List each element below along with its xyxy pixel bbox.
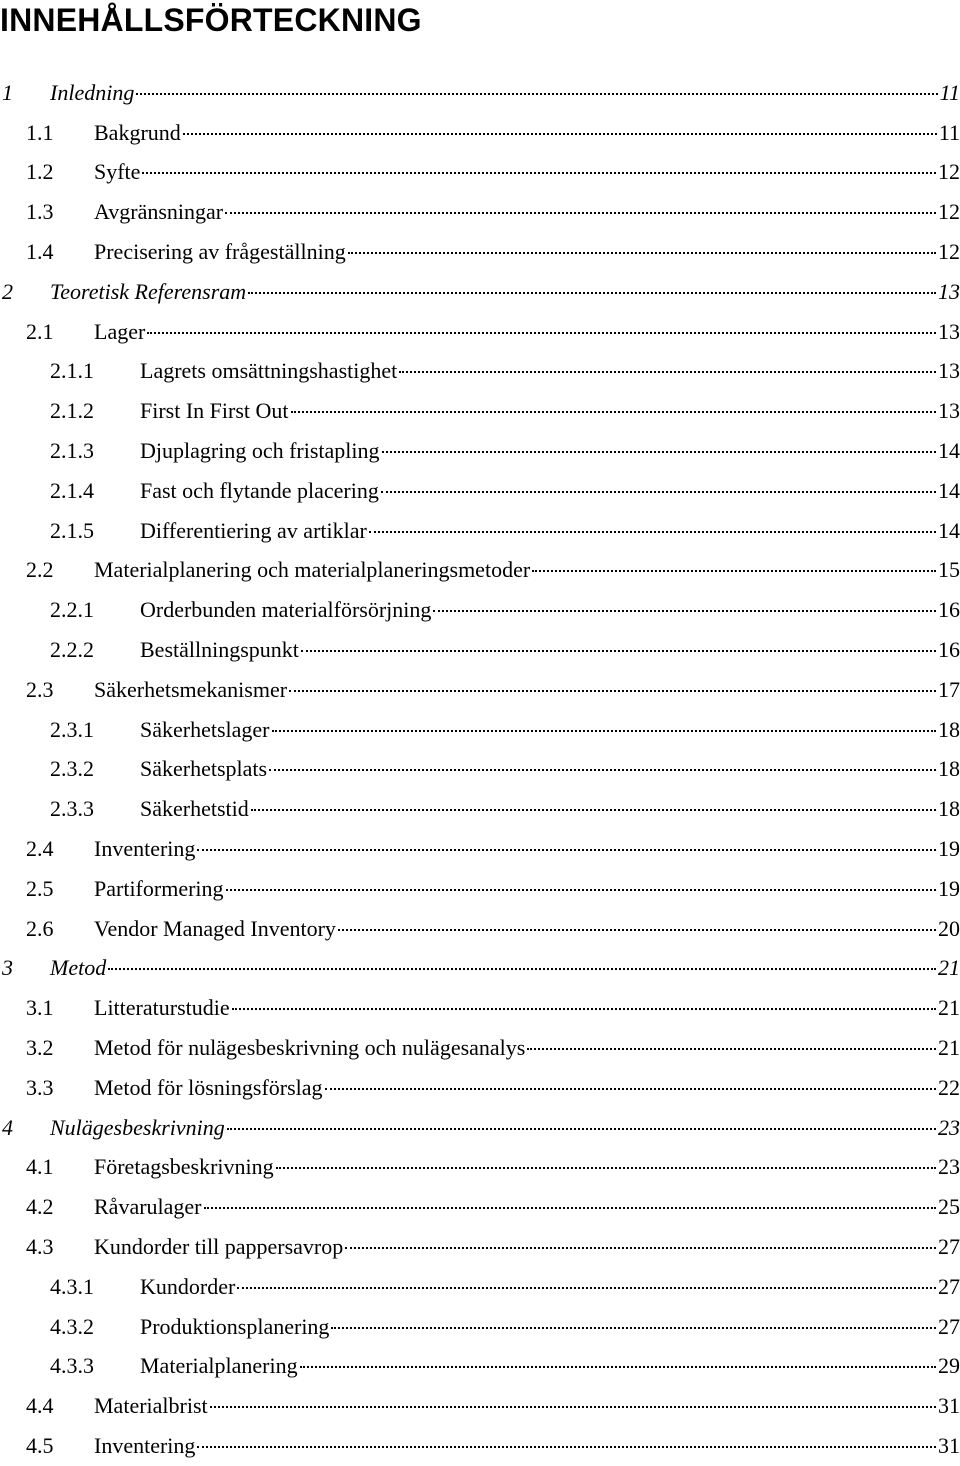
toc-entry-line — [50, 279, 960, 305]
toc-entry-number: 2.1.2 — [50, 398, 94, 424]
toc-entry-line — [94, 120, 960, 146]
toc-entry-line — [94, 1234, 960, 1260]
toc-entry-page: 11 — [938, 119, 960, 145]
toc-entry-line — [140, 1353, 960, 1379]
toc-entry-title: Säkerhetsplats — [140, 756, 268, 782]
toc-entry-title: Metod för lösningsförslag — [94, 1074, 323, 1100]
toc-entry-line — [94, 677, 960, 703]
toc-entry[interactable] — [0, 949, 960, 989]
dot-leader — [237, 1287, 936, 1289]
toc-entry-title: Säkerhetslager — [140, 716, 270, 742]
dot-leader — [399, 371, 936, 373]
toc-entry-line — [94, 1154, 960, 1180]
toc-entry-line — [140, 637, 960, 663]
dot-leader — [276, 1167, 936, 1169]
page-title: INNEHÅLLSFÖRTECKNING — [0, 2, 422, 38]
toc-entry-line — [140, 796, 960, 822]
toc-entry-title: Råvarulager — [94, 1194, 202, 1220]
toc-entry-page: 19 — [938, 836, 960, 862]
toc-entry-line — [140, 597, 960, 623]
toc-entry-page: 31 — [938, 1393, 960, 1419]
toc-entry-title: Metod — [50, 955, 107, 981]
toc-entry-line — [140, 398, 960, 424]
toc-entry-page: 21 — [938, 955, 960, 981]
toc-entry-number: 2.3.1 — [50, 716, 94, 742]
dot-leader — [532, 570, 936, 572]
toc-entry-title: Partiformering — [94, 875, 224, 901]
toc-entry-page: 27 — [938, 1234, 960, 1259]
dot-leader — [147, 332, 936, 334]
toc-entry-number: 2.2.1 — [50, 597, 94, 623]
toc-entry-line — [94, 1433, 960, 1459]
toc-entry[interactable] — [0, 909, 960, 949]
toc-entry-line — [140, 1274, 960, 1300]
toc-entry-title: Kundorder — [140, 1273, 236, 1299]
dot-leader — [289, 690, 936, 692]
dot-leader — [382, 451, 936, 453]
dot-leader — [210, 1406, 936, 1408]
toc-entry-number: 1.3 — [26, 199, 54, 225]
toc-entry[interactable] — [0, 1307, 960, 1347]
toc-entry-title: Vendor Managed Inventory — [94, 915, 336, 941]
toc-entry-title: Djuplagring och fristapling — [140, 438, 380, 464]
dot-leader — [226, 889, 936, 891]
toc-entry[interactable] — [0, 153, 960, 193]
toc-entry-title: Precisering av frågeställning — [94, 239, 346, 265]
toc-entry-page: 12 — [938, 199, 960, 225]
dot-leader — [345, 1247, 936, 1249]
toc-entry-title: Lager — [94, 318, 146, 344]
toc-entry-line — [94, 876, 960, 902]
dot-leader — [348, 252, 936, 254]
toc-entry-number: 4.2 — [26, 1194, 54, 1220]
toc-entry-number: 2.1.3 — [50, 438, 94, 464]
toc-entry[interactable] — [0, 1267, 960, 1307]
toc-entry-title: Inledning — [50, 79, 135, 105]
toc-entry-page: 17 — [938, 676, 960, 702]
toc-entry-title: Inventering — [94, 1432, 196, 1458]
toc-entry-page: 22 — [938, 1074, 960, 1100]
toc-entry-page: 14 — [938, 517, 960, 543]
toc-entry-title: Syfte — [94, 159, 141, 185]
toc-entry-number: 4.3.2 — [50, 1313, 94, 1339]
toc-entry[interactable] — [0, 710, 960, 750]
toc-entry-title: Orderbunden materialförsörjning — [140, 597, 432, 623]
toc-entry-title: Materialplanering — [140, 1353, 298, 1379]
dot-leader — [381, 491, 936, 493]
toc-entry-line — [94, 995, 960, 1021]
toc-entry[interactable] — [0, 511, 960, 551]
toc-entry-number: 4.3 — [26, 1234, 54, 1259]
toc-entry[interactable] — [0, 1426, 960, 1466]
toc-entry-number: 2.5 — [26, 875, 54, 901]
toc-entry-title: Litteraturstudie — [94, 995, 230, 1021]
toc-entry-line — [94, 1035, 960, 1061]
toc-entry-line — [140, 1314, 960, 1340]
toc-entry-title: Avgränsningar — [94, 199, 224, 225]
toc-entry[interactable] — [0, 1108, 960, 1148]
toc-entry-page: 18 — [938, 796, 960, 822]
toc-entry[interactable] — [0, 988, 960, 1028]
dot-leader — [301, 650, 936, 652]
toc-entry-page: 14 — [938, 477, 960, 503]
toc-entry-title: Företagsbeskrivning — [94, 1154, 274, 1180]
toc-entry-page: 11 — [939, 79, 960, 105]
toc-entry-page: 21 — [938, 1035, 960, 1061]
dot-leader — [527, 1048, 936, 1050]
toc-entry-number: 1.4 — [26, 239, 54, 265]
dot-leader — [300, 1366, 936, 1368]
toc-entry-number: 4 — [2, 1114, 13, 1140]
toc-entry-page: 23 — [938, 1154, 960, 1180]
toc-entry[interactable] — [0, 73, 960, 113]
toc-entry-page: 12 — [938, 159, 960, 185]
toc-entry-title: Inventering — [94, 836, 196, 862]
dot-leader — [183, 133, 937, 135]
toc-entry-title: Differentiering av artiklar — [140, 517, 367, 543]
toc-entry-page: 20 — [938, 915, 960, 941]
dot-leader — [227, 1128, 936, 1130]
dot-leader — [108, 968, 936, 970]
toc-entry[interactable] — [0, 431, 960, 471]
toc-entry[interactable] — [0, 670, 960, 710]
dot-leader — [269, 769, 936, 771]
dot-leader — [331, 1327, 936, 1329]
toc-entry-page: 13 — [938, 358, 960, 384]
toc-list — [0, 73, 960, 1466]
toc-entry-line — [94, 239, 960, 265]
toc-entry-page: 16 — [938, 597, 960, 623]
toc-entry[interactable] — [0, 869, 960, 909]
toc-entry-number: 2.3.2 — [50, 756, 94, 782]
toc-entry-title: Säkerhetstid — [140, 796, 249, 822]
dot-leader — [232, 1008, 936, 1010]
toc-entry-line — [94, 836, 960, 862]
toc-entry-line — [140, 358, 960, 384]
toc-entry-title: Metod för nulägesbeskrivning och nulägesanalys — [94, 1035, 526, 1061]
toc-entry-number: 2.1 — [26, 318, 54, 344]
toc-entry-page: 13 — [938, 278, 960, 304]
toc-entry-number: 3.1 — [26, 995, 54, 1021]
toc-entry[interactable] — [0, 551, 960, 591]
dot-leader — [291, 411, 936, 413]
toc-entry-line — [94, 916, 960, 942]
dot-leader — [142, 172, 936, 174]
toc-entry[interactable] — [0, 1187, 960, 1227]
toc-entry[interactable] — [0, 1028, 960, 1068]
toc-entry-number: 4.5 — [26, 1432, 54, 1458]
toc-entry-number: 2 — [2, 278, 13, 304]
toc-entry-page: 19 — [938, 875, 960, 901]
toc-entry-number: 3.2 — [26, 1035, 54, 1061]
toc-entry[interactable] — [0, 1386, 960, 1426]
dot-leader — [433, 610, 936, 612]
toc-entry-line — [94, 1075, 960, 1101]
toc-entry-line — [50, 955, 960, 981]
toc-entry-page: 25 — [938, 1194, 960, 1220]
toc-entry-title: Nulägesbeskrivning — [50, 1114, 225, 1140]
toc-entry-number: 2.2 — [26, 557, 54, 583]
dot-leader — [204, 1207, 937, 1209]
toc-entry[interactable] — [0, 1347, 960, 1387]
toc-entry-line — [94, 1194, 960, 1220]
toc-entry-line — [94, 199, 960, 225]
toc-entry-number: 2.6 — [26, 915, 54, 941]
toc-entry-page: 16 — [938, 637, 960, 663]
toc-entry-number: 4.3.3 — [50, 1353, 94, 1379]
dot-leader — [225, 212, 936, 214]
dot-leader — [338, 929, 936, 931]
toc-entry[interactable] — [0, 750, 960, 790]
toc-entry-page: 14 — [938, 438, 960, 464]
toc-entry-number: 1.2 — [26, 159, 54, 185]
toc-entry-number: 2.1.5 — [50, 517, 94, 543]
toc-entry[interactable] — [0, 391, 960, 431]
toc-entry-line — [94, 1393, 960, 1419]
toc-entry-number: 2.2.2 — [50, 637, 94, 663]
toc-entry-page: 15 — [938, 557, 960, 583]
toc-entry-line — [94, 557, 960, 583]
toc-entry-number: 4.3.1 — [50, 1273, 94, 1299]
toc-entry[interactable] — [0, 113, 960, 153]
toc-entry-line — [94, 319, 960, 345]
dot-leader — [197, 849, 936, 851]
toc-entry[interactable] — [0, 829, 960, 869]
toc-entry-number: 1.1 — [26, 119, 54, 145]
toc-entry[interactable] — [0, 789, 960, 829]
toc-entry-title: Materialplanering och materialplaneringsmetoder — [94, 557, 531, 583]
dot-leader — [272, 730, 937, 732]
toc-entry[interactable] — [0, 630, 960, 670]
dot-leader — [136, 93, 937, 95]
toc-entry-number: 2.4 — [26, 836, 54, 862]
toc-entry-title: Lagrets omsättningshastighet — [140, 358, 398, 384]
toc-entry-page: 23 — [938, 1114, 960, 1140]
dot-leader — [369, 531, 936, 533]
toc-entry[interactable] — [0, 1068, 960, 1108]
toc-entry-page: 18 — [938, 716, 960, 742]
toc-entry-line — [94, 159, 960, 185]
toc-entry-line — [140, 438, 960, 464]
toc-entry-page: 13 — [938, 318, 960, 344]
toc-entry-line — [140, 478, 960, 504]
toc-entry-page: 27 — [938, 1273, 960, 1299]
toc-entry-title: Materialbrist — [94, 1393, 208, 1419]
toc-entry-title: Teoretisk Referensram — [50, 278, 247, 304]
toc-entry-title: Produktionsplanering — [140, 1313, 330, 1339]
toc-entry[interactable] — [0, 1148, 960, 1188]
toc-entry[interactable] — [0, 272, 960, 312]
toc-entry-number: 2.3.3 — [50, 796, 94, 822]
toc-entry-title: Säkerhetsmekanismer — [94, 676, 288, 702]
toc-entry-page: 27 — [938, 1313, 960, 1339]
toc-entry[interactable] — [0, 590, 960, 630]
toc-entry-line — [140, 518, 960, 544]
toc-entry-number: 2.1.1 — [50, 358, 94, 384]
toc-entry-page: 12 — [938, 239, 960, 265]
toc-entry[interactable] — [0, 312, 960, 352]
toc-entry[interactable] — [0, 471, 960, 511]
dot-leader — [248, 292, 936, 294]
toc-entry-title: Kundorder till pappersavrop — [94, 1234, 344, 1259]
dot-leader — [325, 1088, 936, 1090]
toc-entry-line — [50, 80, 960, 106]
dot-leader — [251, 809, 936, 811]
toc-entry-page: 13 — [938, 398, 960, 424]
toc-entry[interactable] — [0, 352, 960, 392]
toc-entry-number: 2.3 — [26, 676, 54, 702]
toc-entry-line — [50, 1115, 960, 1141]
toc-entry-title: Fast och flytande placering — [140, 477, 379, 503]
toc-entry-number: 4.1 — [26, 1154, 54, 1180]
toc-entry-title: First In First Out — [140, 398, 289, 424]
toc-entry-line — [140, 717, 960, 743]
toc-entry-page: 21 — [938, 995, 960, 1021]
toc-entry-title: Bakgrund — [94, 119, 181, 145]
toc-entry-title: Beställningspunkt — [140, 637, 299, 663]
toc-entry-page: 18 — [938, 756, 960, 782]
toc-entry-number: 1 — [2, 79, 13, 105]
toc-entry[interactable] — [0, 192, 960, 232]
toc-entry-number: 3 — [2, 955, 13, 981]
toc-entry-number: 2.1.4 — [50, 477, 94, 503]
toc-entry-page: 31 — [938, 1432, 960, 1458]
toc-entry-number: 3.3 — [26, 1074, 54, 1100]
toc-entry[interactable] — [0, 232, 960, 272]
dot-leader — [197, 1446, 936, 1448]
toc-entry-number: 4.4 — [26, 1393, 54, 1419]
toc-entry-line — [140, 756, 960, 782]
toc-entry-page: 29 — [938, 1353, 960, 1379]
toc-entry[interactable] — [0, 1227, 960, 1267]
